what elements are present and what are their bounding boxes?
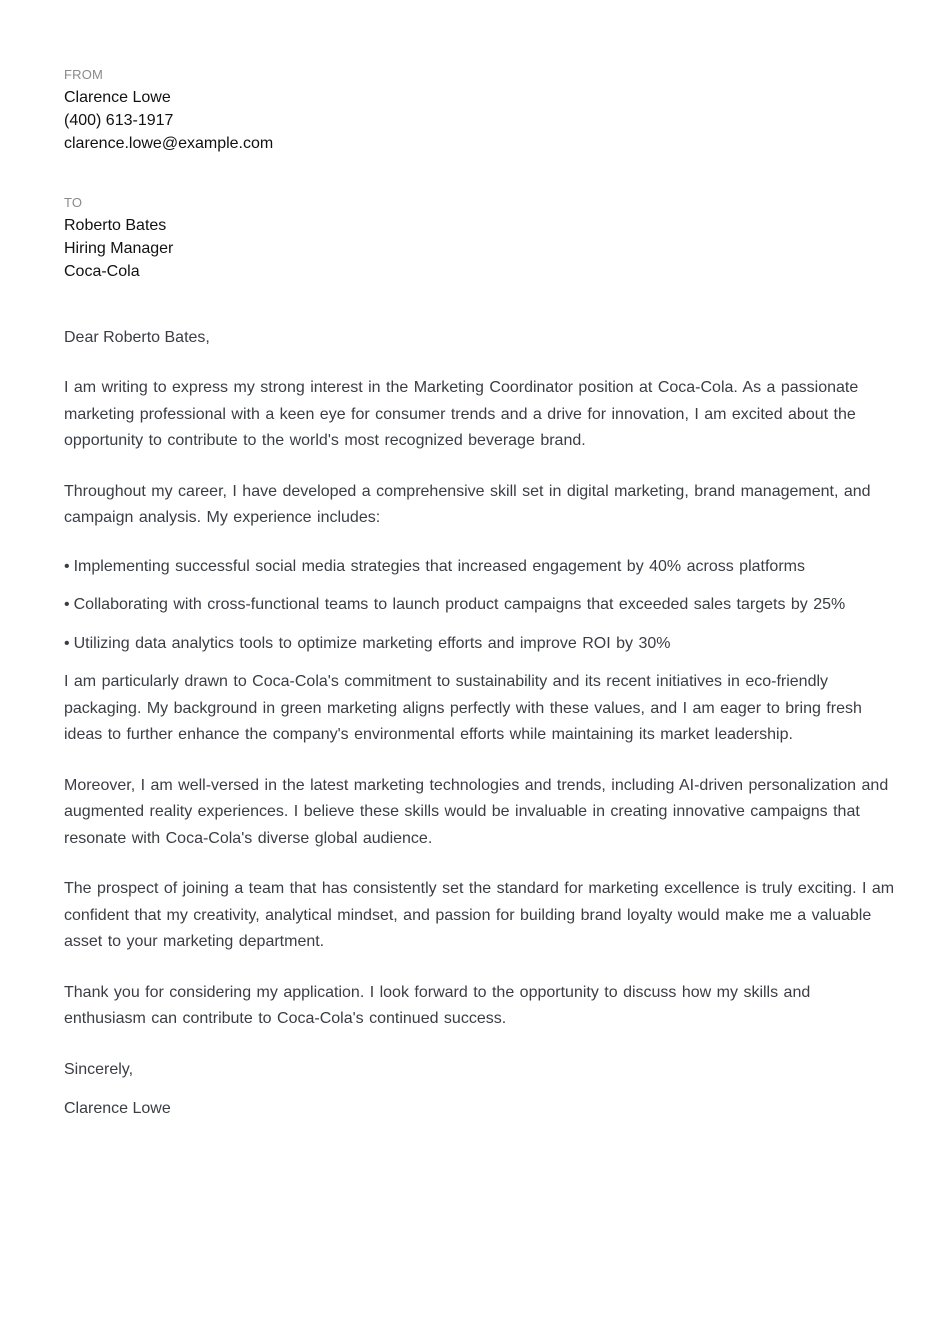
to-label: TO [64,195,83,210]
sender-email: clarence.lowe@example.com [64,135,274,152]
recipient-company: Coca-Cola [64,263,140,280]
sender-phone: (400) 613-1917 [64,112,174,129]
salutation: Dear Roberto Bates, [64,329,210,346]
paragraph-technology: Moreover, I am well-versed in the latest marketing technologies and trends, including AI-driven personalization and augmented reality experiences. I believe these skills would be invaluable in creating innovative campaigns that resonate with Coca-Cola's diverse global audience. [64,776,889,847]
list-item [64,554,896,580]
paragraph-intro: I am writing to express my strong interest in the Marketing Coordinator position at Coca-Cola. As a passionate marketing professional with a keen eye for consumer trends and a drive for innovation, I am excited about the opportunity to contribute to the world's most recognized beverage brand. [64,379,859,449]
list-item-text: Implementing successful social media strategies that increased engagement by 40% across platforms [73,557,805,575]
bullet-icon: • [64,557,70,575]
list-item [64,631,896,657]
recipient-name: Roberto Bates [64,217,167,234]
bullet-icon: • [64,596,70,613]
paragraph-thanks: Thank you for considering my application. I look forward to the opportunity to discuss how my skills and enthusiasm can contribute to Coca-Cola's continued success. [64,983,811,1027]
sender-block [64,67,896,155]
sender-name: Clarence Lowe [64,89,171,106]
paragraph-experience: Throughout my career, I have developed a comprehensive skill set in digital marketing, brand management, and campaign analysis. My experience includes: [64,482,871,526]
list-item [64,592,896,618]
recipient-block [64,195,896,283]
list-item-text: Utilizing data analytics tools to optimize marketing efforts and improve ROI by 30% [73,634,671,652]
list-item-text: Collaborating with cross-functional teams to launch product campaigns that exceeded sales targets by 25% [73,596,846,613]
paragraph-motivation: The prospect of joining a team that has consistently set the standard for marketing excellence is truly exciting. I am confident that my creativity, analytical mindset, and passion for building brand loyalty would make me a valuable asset to your marketing department. [64,880,895,950]
bullet-icon: • [64,634,70,652]
signature: Clarence Lowe [64,1099,171,1117]
recipient-title: Hiring Manager [64,240,174,257]
paragraph-sustainability: I am particularly drawn to Coca-Cola's commitment to sustainability and its recent initiatives in eco-friendly packaging. My background in green marketing aligns perfectly with these values, and I am eager to bring fresh ideas to further enhance the company's environmental efforts while maintaining its market leadership. [64,673,862,743]
cover-letter [64,64,896,1122]
experience-list [64,554,896,657]
from-label: FROM [64,67,104,82]
closing: Sincerely, [64,1060,134,1078]
